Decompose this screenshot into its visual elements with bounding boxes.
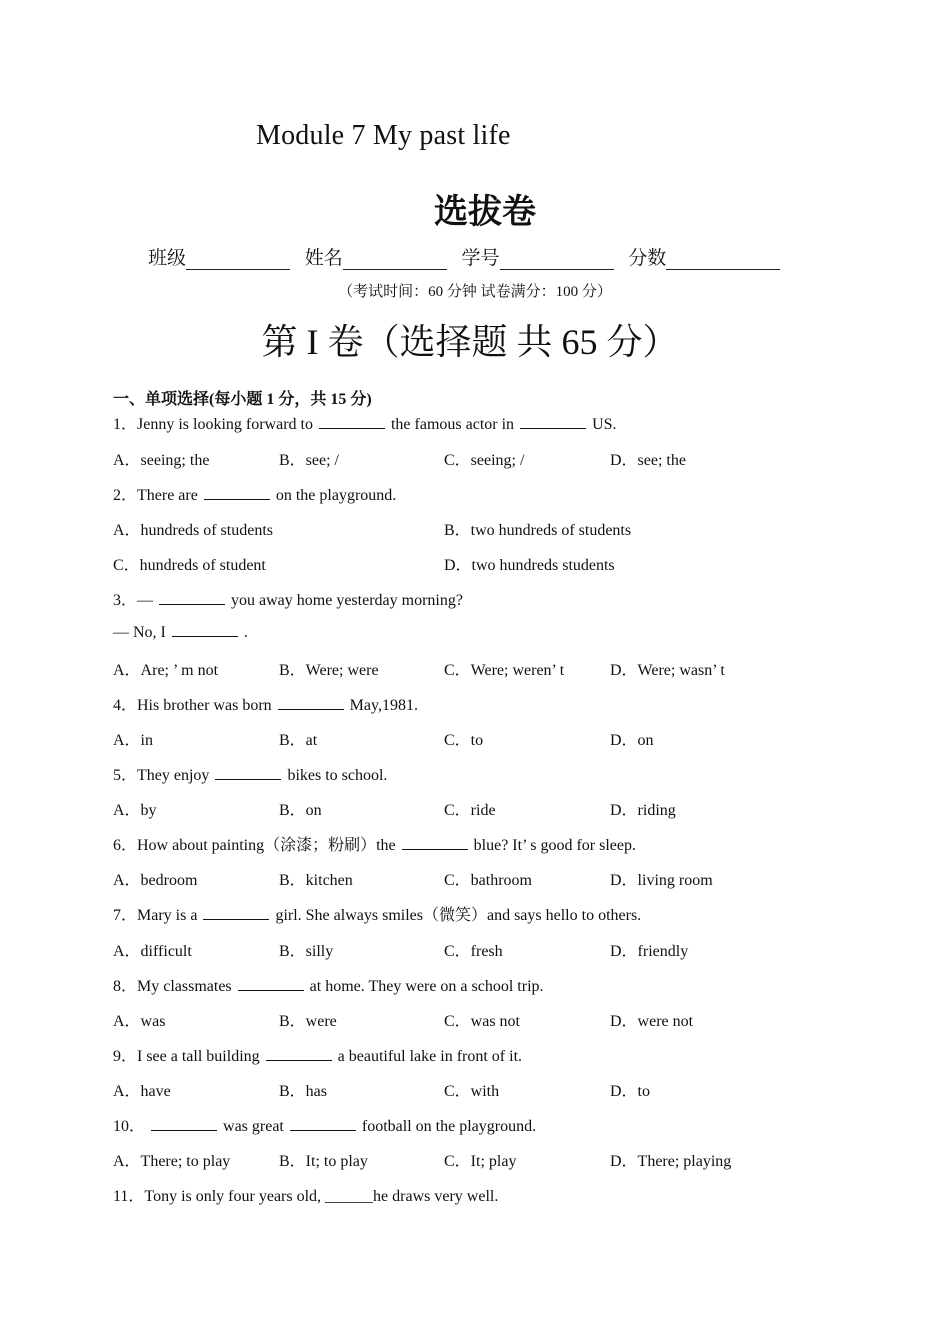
option-a[interactable]: A．bedroom <box>113 872 198 889</box>
question-9 <box>113 1043 522 1066</box>
question-text: 7．Mary is a <box>113 907 198 924</box>
question-text: 4．His brother was born <box>113 697 272 714</box>
question-text: you away home yesterday morning? <box>231 592 463 609</box>
name-blank[interactable] <box>343 249 447 270</box>
question-1 <box>113 411 617 434</box>
question-text: US. <box>592 416 617 433</box>
score-label: 分数 <box>628 248 667 269</box>
question-text: 3．— <box>113 592 154 609</box>
option-c[interactable]: C．hundreds of student <box>113 557 266 574</box>
answer-blank[interactable] <box>278 695 344 710</box>
question-text: . <box>243 624 248 641</box>
option-a[interactable]: A．was <box>113 1013 166 1030</box>
answer-blank[interactable] <box>172 622 238 637</box>
answer-blank[interactable] <box>238 976 304 991</box>
answer-blank[interactable] <box>319 414 385 429</box>
option-d[interactable]: D．There; playing <box>610 1153 732 1170</box>
option-b[interactable]: B．on <box>279 802 322 819</box>
answer-blank[interactable] <box>266 1046 332 1061</box>
question-text: blue? It’ s good for sleep. <box>473 837 636 854</box>
question-11: 11．Tony is only four years old, ______he draws very well. <box>113 1188 499 1205</box>
question-text: 2．There are <box>113 487 198 504</box>
question-text: football on the playground. <box>361 1118 537 1135</box>
option-c[interactable]: C．bathroom <box>444 872 532 889</box>
name-label: 姓名 <box>304 248 343 269</box>
option-a[interactable]: A．seeing; the <box>113 452 210 469</box>
question-text: 8．My classmates <box>113 978 232 995</box>
answer-blank[interactable] <box>520 414 586 429</box>
option-d[interactable]: D．living room <box>610 872 713 889</box>
option-b[interactable]: B．silly <box>279 943 334 960</box>
question-7 <box>113 902 641 925</box>
question-text: 10． <box>113 1118 146 1135</box>
option-d[interactable]: D．Were; wasn’ t <box>610 662 725 679</box>
option-c[interactable]: C．was not <box>444 1013 521 1030</box>
option-a[interactable]: A．Are; ’ m not <box>113 662 219 679</box>
question-text: 1．Jenny is looking forward to <box>113 416 313 433</box>
class-blank[interactable] <box>186 249 290 270</box>
student-id-blank[interactable] <box>500 249 614 270</box>
option-a[interactable]: A．There; to play <box>113 1153 231 1170</box>
question-text: 9．I see a tall building <box>113 1048 260 1065</box>
question-3 <box>113 587 463 610</box>
section-title: 一、单项选择(每小题 1 分，共 15 分) <box>113 391 372 408</box>
answer-blank[interactable] <box>204 485 270 500</box>
question-4 <box>113 692 418 715</box>
part-title: 第 I 卷（选择题 共 65 分） <box>261 322 679 362</box>
option-c[interactable]: C．with <box>444 1083 500 1100</box>
question-10 <box>113 1113 536 1136</box>
option-c[interactable]: C．It; play <box>444 1153 517 1170</box>
option-b[interactable]: B．kitchen <box>279 872 353 889</box>
option-b[interactable]: B．see; / <box>279 452 339 469</box>
question-text: bikes to school. <box>287 767 388 784</box>
answer-blank[interactable] <box>159 590 225 605</box>
option-d[interactable]: D．two hundreds students <box>444 557 615 574</box>
question-8 <box>113 973 544 996</box>
module-title: Module 7 My past life <box>256 120 511 151</box>
question-text: at home. They were on a school trip. <box>309 978 544 995</box>
option-b[interactable]: B．two hundreds of students <box>444 522 632 539</box>
score-blank[interactable] <box>666 249 780 270</box>
exam-note: （考试时间：60 分钟 试卷满分：100 分） <box>338 284 612 300</box>
option-d[interactable]: D．to <box>610 1083 651 1100</box>
option-a[interactable]: A．in <box>113 732 154 749</box>
question-text: 6．How about painting（涂漆；粉刷）the <box>113 837 396 854</box>
answer-blank[interactable] <box>290 1116 356 1131</box>
option-b[interactable]: B．were <box>279 1013 337 1030</box>
option-c[interactable]: C．seeing; / <box>444 452 525 469</box>
option-d[interactable]: D．riding <box>610 802 676 819</box>
question-text: on the playground. <box>275 487 397 504</box>
question-5 <box>113 762 387 785</box>
answer-blank[interactable] <box>151 1116 217 1131</box>
option-b[interactable]: B．at <box>279 732 318 749</box>
option-d[interactable]: D．see; the <box>610 452 686 469</box>
answer-blank[interactable] <box>203 905 269 920</box>
main-title: 选拔卷 <box>434 192 536 232</box>
option-c[interactable]: C．ride <box>444 802 496 819</box>
answer-blank[interactable] <box>402 835 468 850</box>
class-label: 班级 <box>148 248 187 269</box>
question-text: was great <box>223 1118 284 1135</box>
question-text: the famous actor in <box>390 416 515 433</box>
option-d[interactable]: D．friendly <box>610 943 689 960</box>
question-text: a beautiful lake in front of it. <box>337 1048 523 1065</box>
option-b[interactable]: B．It; to play <box>279 1153 368 1170</box>
question-text: 5．They enjoy <box>113 767 210 784</box>
option-d[interactable]: D．were not <box>610 1013 694 1030</box>
student-id-label: 学号 <box>461 248 500 269</box>
question-text: girl. She always smiles（微笑）and says hello to others. <box>275 907 642 924</box>
option-c[interactable]: C．Were; weren’ t <box>444 662 565 679</box>
answer-blank[interactable] <box>215 765 281 780</box>
option-a[interactable]: A．have <box>113 1083 171 1100</box>
question-text: — No, I <box>113 624 166 641</box>
option-c[interactable]: C．to <box>444 732 484 749</box>
option-a[interactable]: A．by <box>113 802 157 819</box>
question-2 <box>113 482 396 505</box>
question-3-reply <box>113 622 248 642</box>
option-b[interactable]: B．has <box>279 1083 328 1100</box>
student-info-row <box>148 243 790 270</box>
option-c[interactable]: C．fresh <box>444 943 503 960</box>
option-a[interactable]: A．difficult <box>113 943 192 960</box>
question-text: May,1981. <box>349 697 418 714</box>
option-d[interactable]: D．on <box>610 732 654 749</box>
question-6 <box>113 832 636 855</box>
option-a[interactable]: A．hundreds of students <box>113 522 273 539</box>
option-b[interactable]: B．Were; were <box>279 662 379 679</box>
